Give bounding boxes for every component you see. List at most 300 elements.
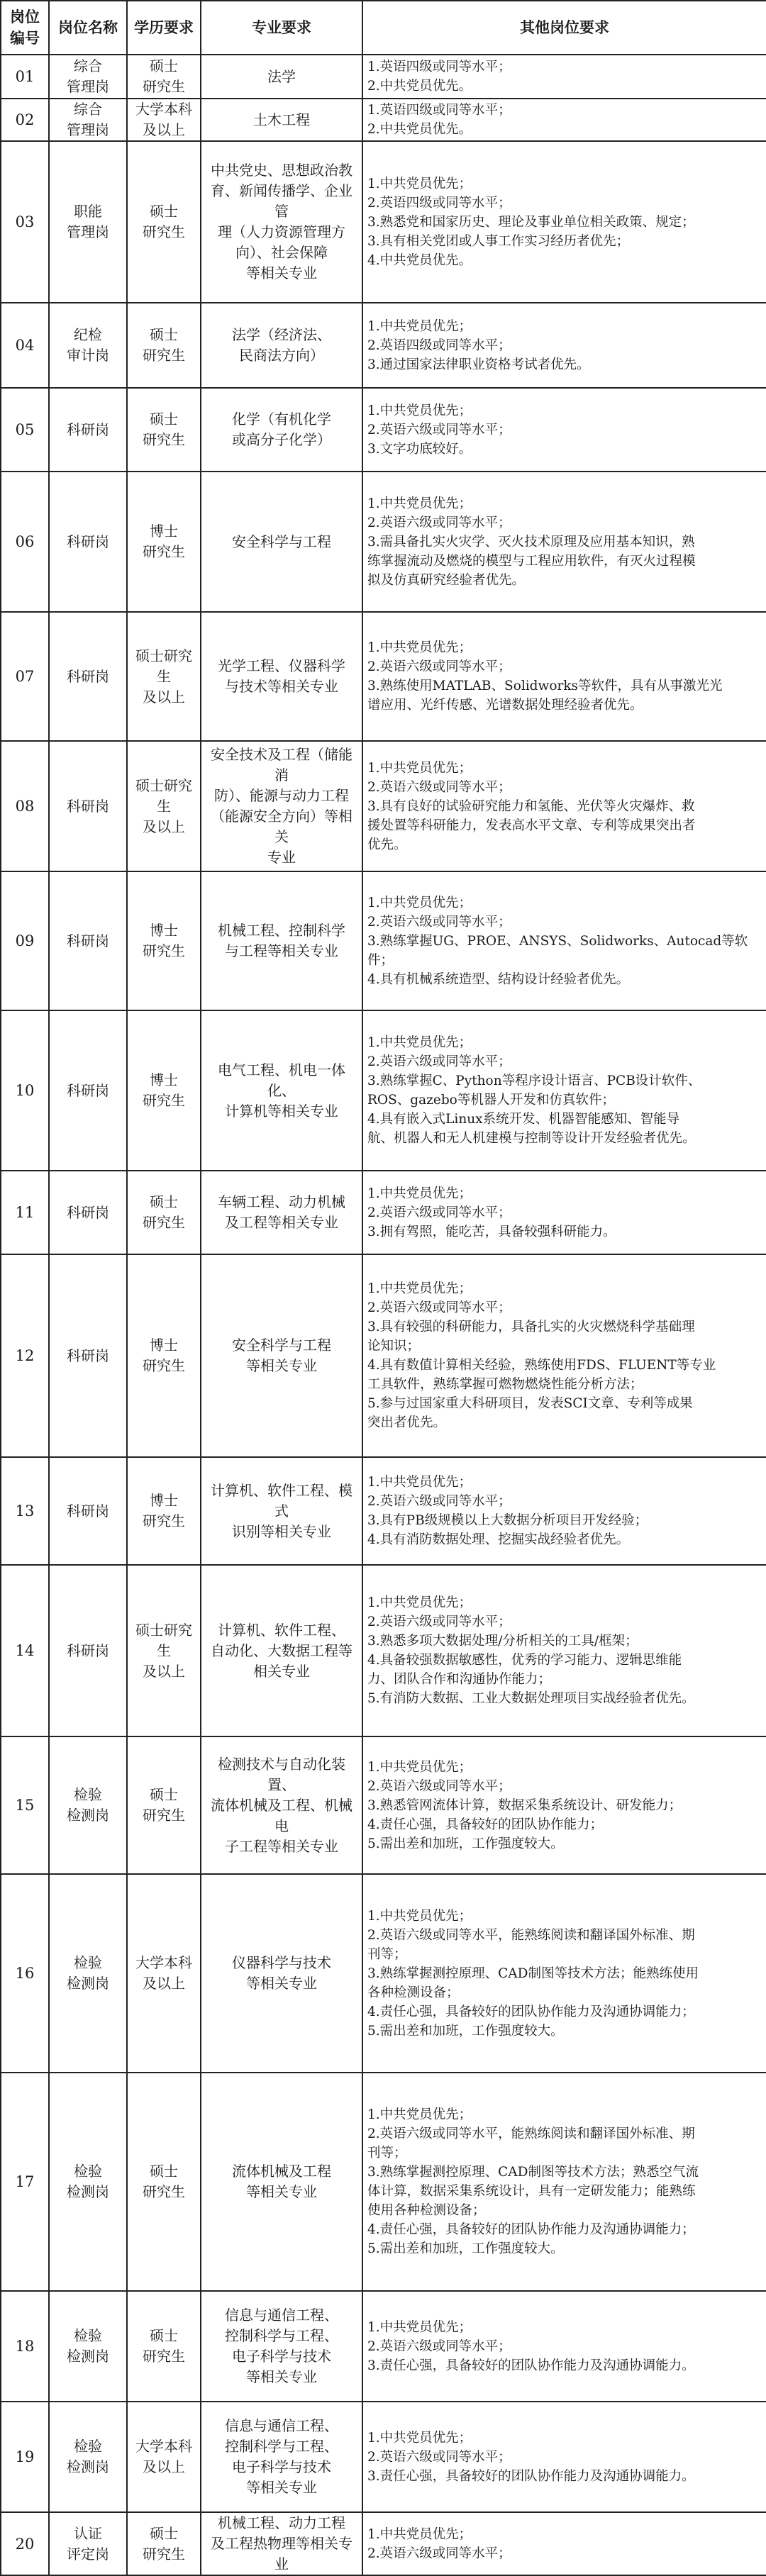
major-line: 及工程热物理等相关专业: [211, 2535, 353, 2572]
requirement-line: 2.英语六级或同等水平；: [367, 422, 511, 437]
education-line: 博士: [150, 1492, 178, 1509]
education-line: 研究生: [143, 942, 185, 959]
cell-major: [201, 141, 362, 303]
requirement-line: 3.熟练掌握C、Python等程序设计语言、PCB设计软件、: [367, 1074, 701, 1088]
requirement-line: 1.英语四级或同等水平；: [367, 60, 511, 74]
cell-position-id: 12: [1, 1254, 49, 1457]
requirement-line: 2.英语六级或同等水平；: [367, 1494, 511, 1509]
cell-position-id: 07: [1, 612, 49, 741]
education-line: 硕士: [150, 326, 178, 343]
position-name-line: 科研岗: [67, 1081, 109, 1099]
requirement-line: 1.中共党员优先；: [367, 2319, 472, 2335]
major-line: 安全技术及工程（储能消: [211, 746, 353, 784]
education-line: 硕士: [150, 2524, 178, 2542]
major-line: 安全科学与工程: [232, 533, 331, 550]
requirement-line: 4.中共党员优先。: [367, 252, 472, 268]
requirement-line: 2.英语六级或同等水平；: [367, 1615, 511, 1629]
cell-education: [127, 2291, 201, 2402]
cell-education: [127, 1254, 201, 1457]
cell-position-name: [49, 99, 127, 141]
requirement-line: 5.需出差和加班，工作强度较大。: [367, 2241, 564, 2256]
cell-position-id: 20: [1, 2512, 49, 2575]
major-line: 民商法方向）: [239, 347, 324, 364]
requirement-line: 2.英语六级或同等水平；: [367, 779, 511, 795]
requirement-line: 2.英语六级或同等水平；: [367, 2546, 511, 2561]
requirement-line: 各种检测设备；: [367, 1985, 460, 2000]
requirement-line: 刊等；: [367, 1946, 407, 1962]
requirement-line: 1.中共党员优先；: [367, 1595, 472, 1610]
cell-requirements: [362, 2402, 766, 2512]
major-line: 安全科学与工程: [232, 1337, 331, 1354]
cell-position-id: 18: [1, 2291, 49, 2402]
major-line: 等相关专业: [246, 1975, 317, 1992]
requirement-line: 4.具有数值计算相关经验，熟练使用FDS、FLUENT等专业: [367, 1358, 716, 1373]
table-row: [1, 141, 766, 303]
requirement-line: 1.中共党员优先；: [367, 760, 472, 776]
requirement-line: 3.熟悉管网流体计算，数据采集系统设计、研发能力；: [367, 1797, 682, 1813]
header-row: [1, 1, 766, 55]
cell-requirements: [362, 2512, 766, 2575]
cell-education: [127, 612, 201, 741]
cell-major: [201, 1254, 362, 1457]
requirement-line: 2.英语六级或同等水平；: [367, 1300, 511, 1315]
requirement-line: 5.需出差和加班，工作强度较大。: [367, 2023, 564, 2039]
cell-education: [127, 303, 201, 388]
cell-education: [127, 2073, 201, 2291]
education-line: 研究生: [143, 431, 185, 448]
requirement-line: 1.中共党员优先；: [367, 1759, 472, 1775]
education-line: 硕士: [150, 57, 178, 74]
cell-education: [127, 2512, 201, 2575]
requirement-line: 3.责任心强，具备较好的团队协作能力及沟通协调能力。: [367, 2468, 695, 2484]
requirement-line: 1.中共党员优先；: [367, 403, 472, 418]
major-line: 理（人力资源管理方: [218, 223, 345, 240]
cell-position-id: 14: [1, 1565, 49, 1736]
requirement-line: 3.文字功底较好。: [367, 441, 472, 457]
cell-position-id: 01: [1, 55, 49, 99]
requirement-line: 1.中共党员优先；: [367, 640, 472, 655]
position-name-line: 检验: [74, 2438, 102, 2455]
requirement-line: 2.英语六级或同等水平；: [367, 2338, 511, 2354]
cell-position-name: [49, 141, 127, 303]
requirement-line: 3.熟练掌握测控原理、CAD制图等技术方法；熟悉空气流: [367, 2165, 699, 2180]
requirement-line: 力、团队合作和沟通协作能力；: [367, 1672, 552, 1687]
cell-requirements: [362, 741, 766, 871]
major-line: 等相关专业: [246, 1357, 317, 1374]
cell-position-name: [49, 1171, 127, 1254]
education-line: 研究生: [143, 2348, 185, 2365]
requirement-line: 1.中共党员优先；: [367, 318, 472, 334]
education-line: 及以上: [143, 121, 185, 138]
major-line: 法学: [267, 67, 296, 85]
education-line: 研究生: [143, 1357, 185, 1374]
position-name-line: 科研岗: [67, 1346, 109, 1364]
cell-position-id: 02: [1, 99, 49, 141]
requirement-line: 2.英语四级或同等水平；: [367, 338, 511, 353]
requirement-line: 件；: [367, 952, 394, 968]
education-line: 博士: [150, 523, 178, 540]
requirement-line: 援处置等科研能力，发表高水平文章、专利等成果突出者: [367, 818, 696, 833]
cell-education: [127, 741, 201, 871]
cell-major: [201, 472, 362, 612]
requirement-line: 4.具有机械系统造型、结构设计经验者优先。: [367, 971, 630, 987]
requirement-line: 3.具有相关党团或人事工作实习经历者优先；: [367, 233, 630, 249]
table-row: [1, 2402, 766, 2512]
education-line: 硕士: [150, 2327, 178, 2344]
requirement-line: 航、机器人和无人机建模与控制等设计开发经验者优先。: [367, 1131, 696, 1146]
position-name-line: 管理岗: [67, 78, 109, 95]
major-line: 检测技术与自动化装置、: [218, 1755, 345, 1793]
education-line: 硕士研究生: [135, 647, 192, 685]
major-line: 或高分子化学）: [232, 431, 331, 448]
education-line: 研究生: [143, 543, 185, 560]
cell-requirements: [362, 1254, 766, 1457]
cell-education: [127, 1171, 201, 1254]
education-line: 及以上: [143, 688, 185, 706]
cell-major: [201, 612, 362, 741]
cell-position-name: [49, 1736, 127, 1874]
requirement-line: 2.中共党员优先。: [367, 79, 472, 94]
education-line: 及以上: [143, 2458, 185, 2475]
cell-position-name: [49, 2512, 127, 2575]
requirement-line: 1.中共党员优先；: [367, 895, 472, 910]
education-line: 硕士: [150, 203, 178, 220]
cell-major: [201, 99, 362, 141]
position-name-line: 认证: [74, 2524, 102, 2542]
position-name-line: 检测岗: [67, 1807, 109, 1824]
requirement-line: ROS、gazebo等机器人开发和仿真软件；: [367, 1093, 615, 1108]
major-line: 相关专业: [253, 1662, 310, 1680]
major-line: 流体机械及工程: [232, 2163, 331, 2180]
requirement-line: 2.英语六级或同等水平，能熟练阅读和翻译国外标准、期: [367, 2126, 695, 2141]
requirement-line: 2.英语六级或同等水平；: [367, 1778, 511, 1794]
cell-position-id: 17: [1, 2073, 49, 2291]
major-line: 防）、能源与动力工程: [214, 787, 349, 804]
education-line: 硕士: [150, 411, 178, 428]
education-line: 大学本科: [135, 2438, 192, 2455]
cell-position-name: [49, 472, 127, 612]
education-line: 博士: [150, 1337, 178, 1354]
cell-position-name: [49, 1010, 127, 1171]
requirement-line: 1.中共党员优先；: [367, 1035, 472, 1050]
education-line: 大学本科: [135, 101, 192, 118]
cell-position-name: [49, 303, 127, 388]
position-name-line: 检测岗: [67, 2183, 109, 2200]
position-name-line: 检测岗: [67, 2348, 109, 2365]
header-edu: 学历要求: [127, 1, 201, 55]
education-line: 及以上: [143, 1662, 185, 1680]
cell-position-name: [49, 1254, 127, 1457]
major-line: 电气工程、机电一体化、: [218, 1061, 345, 1099]
cell-major: [201, 1874, 362, 2073]
cell-requirements: [362, 1171, 766, 1254]
requirement-line: 1.中共党员优先；: [367, 2430, 472, 2446]
major-line: 与技术等相关专业: [225, 678, 338, 695]
requirement-line: 刊等；: [367, 2146, 407, 2160]
cell-education: [127, 55, 201, 99]
requirement-line: 1.中共党员优先；: [367, 2107, 472, 2122]
requirement-line: 2.英语六级或同等水平；: [367, 515, 511, 530]
cell-requirements: [362, 1457, 766, 1565]
cell-position-id: 09: [1, 871, 49, 1010]
major-line: 中共党史、思想政治教: [211, 162, 353, 179]
major-line: 电子科学与技术: [232, 2348, 331, 2365]
position-name-line: 科研岗: [67, 420, 109, 438]
requirement-line: 3.熟悉党和国家历史、理论及事业单位相关政策、规定；: [367, 214, 695, 230]
requirement-line: 4.责任心强，具备较好的团队协作能力；: [367, 1817, 604, 1832]
table-row: [1, 388, 766, 472]
cell-major: [201, 55, 362, 99]
education-line: 研究生: [143, 1807, 185, 1824]
position-name-line: 科研岗: [67, 1502, 109, 1520]
cell-position-name: [49, 55, 127, 99]
cell-major: [201, 2512, 362, 2575]
requirement-line: 2.英语六级或同等水平；: [367, 2449, 511, 2465]
cell-education: [127, 1736, 201, 1874]
position-name-line: 科研岗: [67, 932, 109, 949]
cell-position-id: 05: [1, 388, 49, 472]
major-line: 法学（经济法、: [232, 326, 331, 343]
requirement-line: 1.中共党员优先；: [367, 1475, 472, 1490]
major-line: 及工程等相关专业: [225, 1214, 338, 1231]
cell-requirements: [362, 1736, 766, 1874]
major-line: 控制科学与工程、: [225, 2438, 338, 2455]
requirement-line: 3.熟练掌握UG、PROE、ANSYS、Solidworks、Autocad等软: [367, 933, 748, 949]
table-row: [1, 303, 766, 388]
requirement-line: 3.拥有驾照，能吃苦，具备较强科研能力。: [367, 1224, 616, 1239]
education-line: 及以上: [143, 1975, 185, 1992]
cell-requirements: [362, 871, 766, 1010]
table-row: [1, 55, 766, 99]
education-line: 研究生: [143, 2183, 185, 2200]
requirement-line: 2.中共党员优先。: [367, 122, 472, 137]
major-line: 仪器科学与技术: [232, 1954, 331, 1971]
position-name-line: 检验: [74, 1954, 102, 1971]
major-line: 流体机械及工程、机械电: [211, 1796, 353, 1834]
position-name-line: 审计岗: [67, 347, 109, 364]
cell-education: [127, 1010, 201, 1171]
cell-position-id: 16: [1, 1874, 49, 2073]
education-line: 研究生: [143, 1214, 185, 1231]
position-name-line: 评定岗: [67, 2545, 109, 2563]
requirement-line: 3.熟练掌握测控原理、CAD制图等技术方法；能熟练使用: [367, 1966, 699, 1981]
position-name-line: 科研岗: [67, 533, 109, 550]
requirement-line: 3.具有PB级规模以上大数据分析项目开发经验；: [367, 1513, 648, 1528]
cell-major: [201, 741, 362, 871]
cell-major: [201, 303, 362, 388]
major-line: 与工程等相关专业: [225, 942, 338, 959]
cell-major: [201, 1736, 362, 1874]
requirement-line: 4.具备较强数据敏感性，优秀的学习能力、逻辑思维能: [367, 1653, 682, 1668]
major-line: （能源安全方向）等相关: [211, 808, 353, 845]
cell-requirements: [362, 141, 766, 303]
cell-position-name: [49, 388, 127, 472]
cell-requirements: [362, 303, 766, 388]
cell-requirements: [362, 388, 766, 472]
table-row: [1, 2291, 766, 2402]
cell-requirements: [362, 1010, 766, 1171]
cell-major: [201, 1457, 362, 1565]
position-name-line: 检验: [74, 2163, 102, 2180]
cell-education: [127, 99, 201, 141]
requirement-line: 5.需出差和加班，工作强度较大。: [367, 1836, 564, 1851]
cell-position-name: [49, 1457, 127, 1565]
table-row: [1, 741, 766, 871]
table-row: [1, 1457, 766, 1565]
position-name-line: 管理岗: [67, 223, 109, 240]
education-line: 硕士: [150, 2163, 178, 2180]
major-line: 计算机、软件工程、模式: [211, 1481, 353, 1520]
cell-education: [127, 141, 201, 303]
education-line: 硕士: [150, 1786, 178, 1803]
position-name-line: 检测岗: [67, 1975, 109, 1992]
major-line: 计算机、软件工程、: [218, 1621, 345, 1639]
requirement-line: 1.中共党员优先；: [367, 1908, 472, 1924]
requirement-line: 4.具有嵌入式Linux系统开发、机器智能感知、智能导: [367, 1112, 680, 1127]
requirement-line: 4.具有消防数据处理、挖掘实战经验者优先。: [367, 1532, 630, 1547]
major-line: 等相关专业: [246, 2479, 317, 2496]
cell-position-id: 15: [1, 1736, 49, 1874]
requirement-line: 5.参与过国家重大科研项目，发表SCI文章、专利等成果: [367, 1396, 693, 1411]
table-row: [1, 1171, 766, 1254]
table-row: [1, 99, 766, 141]
table-row: [1, 1874, 766, 2073]
header-major: 专业要求: [201, 1, 362, 55]
requirement-line: 使用各种检测设备；: [367, 2203, 486, 2218]
cell-position-name: [49, 741, 127, 871]
position-name-line: 科研岗: [67, 1203, 109, 1221]
major-line: 信息与通信工程、: [225, 2307, 338, 2324]
requirement-line: 3.需具备扎实火灾学、灭火技术原理及应用基本知识，熟: [367, 534, 695, 550]
major-line: 专业: [267, 849, 296, 866]
requirement-line: 体计算，数据采集系统设计，具有一定研发能力；能熟练: [367, 2184, 696, 2199]
cell-requirements: [362, 472, 766, 612]
requirement-line: 3.通过国家法律职业资格考试者优先。: [367, 357, 590, 372]
education-line: 研究生: [143, 1512, 185, 1529]
requirement-line: 1.中共党员优先；: [367, 1186, 472, 1201]
major-line: 光学工程、仪器科学: [218, 657, 345, 674]
cell-education: [127, 871, 201, 1010]
header-req: 其他岗位要求: [362, 1, 766, 55]
requirement-line: 练掌握流动及燃烧的模型与工程应用软件，有灭火过程模: [367, 553, 696, 569]
header-id: 岗位编号: [1, 1, 49, 55]
major-line: 等相关专业: [246, 2368, 317, 2385]
education-line: 及以上: [143, 818, 185, 835]
requirement-line: 5.有消防大数据、工业大数据处理项目实战经验者优先。: [367, 1691, 695, 1706]
education-line: 研究生: [143, 347, 185, 364]
cell-major: [201, 2291, 362, 2402]
requirement-line: 2.英语四级或同等水平；: [367, 195, 511, 211]
position-name-line: 检验: [74, 2327, 102, 2344]
cell-major: [201, 1565, 362, 1736]
major-line: 土木工程: [253, 111, 310, 128]
education-line: 研究生: [143, 78, 185, 95]
education-line: 研究生: [143, 223, 185, 240]
table-row: [1, 472, 766, 612]
position-name-line: 管理岗: [67, 121, 109, 138]
major-line: 机械工程、动力工程: [218, 2514, 345, 2531]
requirement-line: 突出者优先。: [367, 1415, 447, 1430]
requirement-line: 谱应用、光纤传感、光谱数据处理经验者优先。: [367, 698, 643, 713]
cell-major: [201, 1171, 362, 1254]
job-table-body: [1, 55, 766, 2575]
requirement-line: 1.中共党员优先；: [367, 2526, 472, 2542]
cell-requirements: [362, 1874, 766, 2073]
cell-position-name: [49, 1565, 127, 1736]
cell-position-id: 04: [1, 303, 49, 388]
cell-education: [127, 472, 201, 612]
position-name-line: 科研岗: [67, 667, 109, 685]
major-line: 机械工程、控制科学: [218, 922, 345, 939]
major-line: 识别等相关专业: [232, 1522, 331, 1540]
table-row: [1, 612, 766, 741]
requirement-line: 3.熟练使用MATLAB、Solidworks等软件，具有从事激光光: [367, 679, 723, 693]
position-name-line: 综合: [74, 101, 102, 118]
requirement-line: 工具软件，熟练掌握可燃物燃烧性能分析方法；: [367, 1377, 643, 1392]
requirement-line: 1.中共党员优先；: [367, 176, 472, 191]
position-name-line: 科研岗: [67, 1641, 109, 1659]
cell-position-id: 08: [1, 741, 49, 871]
cell-major: [201, 871, 362, 1010]
major-line: 自动化、大数据工程等: [211, 1641, 353, 1659]
cell-requirements: [362, 99, 766, 141]
major-line: 控制科学与工程、: [225, 2327, 338, 2344]
cell-position-id: 11: [1, 1171, 49, 1254]
requirement-line: 3.熟悉多项大数据处理/分析相关的工具/框架；: [367, 1634, 638, 1649]
major-line: 等相关专业: [246, 264, 317, 281]
education-line: 博士: [150, 922, 178, 939]
cell-position-name: [49, 2402, 127, 2512]
table-row: [1, 1736, 766, 1874]
cell-major: [201, 2402, 362, 2512]
major-line: 子工程等相关专业: [225, 1837, 338, 1855]
table-row: [1, 1254, 766, 1457]
requirement-line: 论知识；: [367, 1339, 421, 1354]
position-name-line: 科研岗: [67, 797, 109, 815]
cell-requirements: [362, 1565, 766, 1736]
major-line: 信息与通信工程、: [225, 2417, 338, 2434]
major-line: 化学（有机化学: [232, 411, 331, 428]
major-line: 向）、社会保障: [235, 244, 328, 261]
position-name-line: 职能: [74, 203, 102, 220]
cell-position-name: [49, 2291, 127, 2402]
cell-education: [127, 388, 201, 472]
position-name-line: 综合: [74, 57, 102, 74]
education-line: 博士: [150, 1071, 178, 1088]
cell-major: [201, 2073, 362, 2291]
requirement-line: 4.责任心强，具备较好的团队协作能力及沟通协调能力；: [367, 2222, 695, 2237]
requirement-line: 2.英语六级或同等水平；: [367, 659, 511, 674]
cell-position-id: 06: [1, 472, 49, 612]
requirement-line: 优先。: [367, 837, 407, 852]
education-line: 硕士: [150, 1193, 178, 1210]
cell-education: [127, 1565, 201, 1736]
cell-education: [127, 1457, 201, 1565]
cell-position-name: [49, 1874, 127, 2073]
table-row: [1, 2512, 766, 2575]
cell-major: [201, 1010, 362, 1171]
requirement-line: 2.英语六级或同等水平，能熟练阅读和翻译国外标准、期: [367, 1927, 695, 1943]
education-line: 研究生: [143, 2545, 185, 2563]
requirement-line: 2.英语六级或同等水平；: [367, 1054, 511, 1069]
cell-position-name: [49, 871, 127, 1010]
table-row: [1, 871, 766, 1010]
cell-requirements: [362, 2073, 766, 2291]
major-line: 电子科学与技术: [232, 2458, 331, 2475]
cell-requirements: [362, 55, 766, 99]
requirement-line: 1.中共党员优先；: [367, 496, 472, 511]
position-name-line: 检验: [74, 1786, 102, 1803]
